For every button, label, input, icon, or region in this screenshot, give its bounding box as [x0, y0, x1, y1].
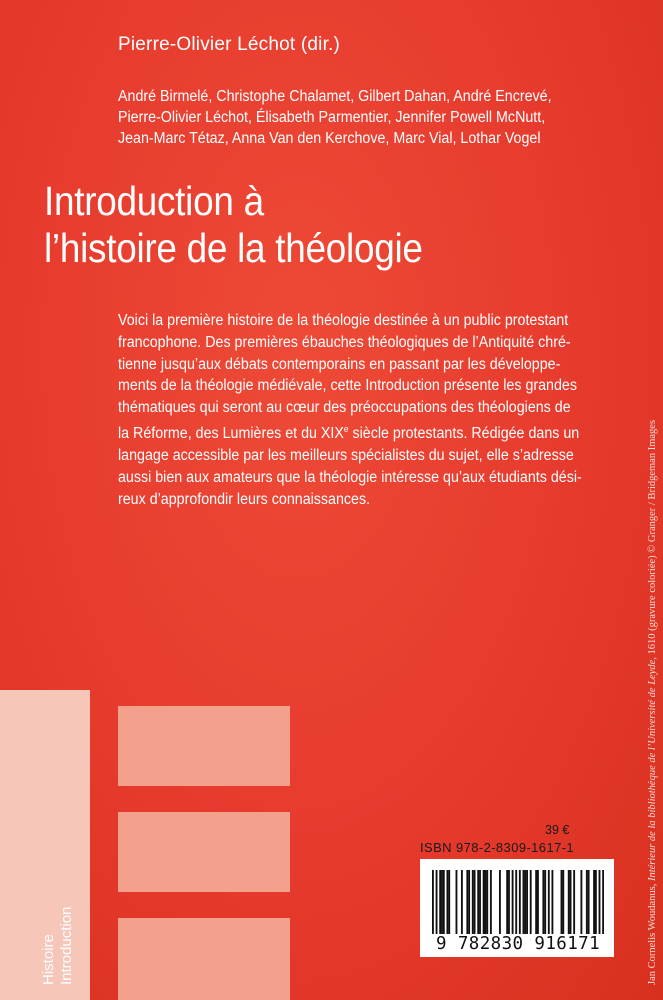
isbn: ISBN 978-2-8309-1617-1 [420, 840, 575, 855]
barcode-bar [568, 870, 570, 934]
barcode-bar [588, 870, 590, 934]
blurb-text: la Réforme, des Lumières et du XIX [118, 425, 344, 443]
blurb-line: Voici la première histoire de la théologie destinée à un public protestant [118, 312, 569, 329]
book-blurb [118, 310, 596, 510]
decorative-block [118, 812, 290, 892]
blurb-line [118, 419, 596, 445]
barcode-bar [474, 870, 476, 934]
barcode-bar [456, 870, 458, 934]
blurb-line: thématiques qui seront au cœur des préoccupations des théologiens de [118, 399, 571, 417]
barcode-bar [544, 870, 546, 934]
barcode-number: 9 782830 916171 [435, 934, 601, 954]
barcode-bar [570, 870, 572, 934]
decorative-block [118, 706, 290, 786]
barcode-bar [472, 870, 474, 934]
blurb-line: francophone. Des premières ébauches théologiques de l’Antiquité chré- [118, 333, 571, 351]
barcode-bar [508, 870, 510, 934]
blurb-line: ments de la théologie médiévale, cette Introduction présente les grandes [118, 377, 577, 395]
barcode-bar [537, 870, 539, 934]
title-line: l’histoire de la théologie [44, 225, 423, 271]
barcode-bar [542, 870, 544, 934]
title-line: Introduction à [44, 178, 264, 224]
series-label-line: Introduction [58, 906, 75, 985]
barcode-bar [535, 870, 537, 934]
barcode-bar [441, 870, 443, 934]
barcode-bar [499, 870, 501, 934]
contributors-line: André Birmelé, Christophe Chalamet, Gilbert Dahan, André Encrevé, [118, 88, 552, 105]
barcode-bar [468, 870, 470, 934]
blurb-line: tienne jusqu’aux débats contemporains en passant par les développe- [118, 355, 561, 373]
barcode-bar [526, 870, 528, 934]
credit-artwork-title: Intérieur de la bibliothèque de l’Université de Leyde [647, 659, 658, 882]
barcode-bar [448, 870, 450, 934]
barcode-bar [483, 870, 485, 934]
barcode-bar [519, 870, 521, 934]
barcode-bar [551, 870, 553, 934]
series-label-line: Histoire [40, 934, 57, 985]
century-superscript: e [343, 423, 349, 434]
contributors-line: Jean-Marc Tétaz, Anna Van den Kerchove, Marc Vial, Lothar Vogel [118, 130, 541, 147]
blurb-line: aussi bien aux amateurs que la théologie intéresse qu’aux étudiants dési- [118, 468, 582, 486]
barcode-bar [443, 870, 445, 934]
blurb-line: reux d’approfondir leurs connaissances. [118, 490, 371, 508]
credit-text: Jan Cornelis Woudanus, [647, 881, 658, 985]
barcode-bar [561, 870, 563, 934]
barcode-bar [599, 870, 601, 934]
barcode-bar [562, 870, 564, 934]
barcode-bar [439, 870, 441, 934]
barcode-bar [506, 870, 508, 934]
series-label [40, 907, 76, 985]
image-credit [647, 385, 658, 985]
barcode-bar [515, 870, 517, 934]
barcode-bar [573, 870, 575, 934]
barcode-bar [512, 870, 514, 934]
barcode-bar [524, 870, 526, 934]
barcode-bar [477, 870, 479, 934]
barcode-bar [595, 870, 597, 934]
barcode-bar [602, 870, 604, 934]
barcode-bar [466, 870, 468, 934]
barcode-bar [530, 870, 532, 934]
contributors-line: Pierre-Olivier Léchot, Élisabeth Parmentier, Jennifer Powell McNutt, [118, 109, 546, 126]
barcode-bar [436, 870, 438, 934]
book-title [44, 178, 423, 272]
barcode-bar [432, 870, 434, 934]
barcode-bar [548, 870, 550, 934]
price: 39 € [545, 823, 570, 837]
barcode-bar [586, 870, 588, 934]
barcode-bar [490, 870, 492, 934]
barcode-image [432, 870, 604, 934]
editor-name: Pierre-Olivier Léchot (dir.) [118, 34, 341, 55]
barcode-bar [523, 870, 525, 934]
barcode-bar [461, 870, 463, 934]
barcode-bar [580, 870, 582, 934]
barcode-bar [485, 870, 487, 934]
barcode-bar [479, 870, 481, 934]
contributors-list [118, 86, 569, 149]
barcode-bar [486, 870, 488, 934]
barcode-bar [593, 870, 595, 934]
credit-text: , 1610 (gravure coloriée) © Granger / Bridgeman Images [647, 419, 658, 660]
decorative-block [118, 918, 290, 1000]
barcode-bar [446, 870, 448, 934]
blurb-text: siècle protestants. Rédigée dans un [348, 425, 580, 443]
blurb-line: langage accessible par les meilleurs spécialistes du sujet, elle s’adresse [118, 446, 574, 464]
